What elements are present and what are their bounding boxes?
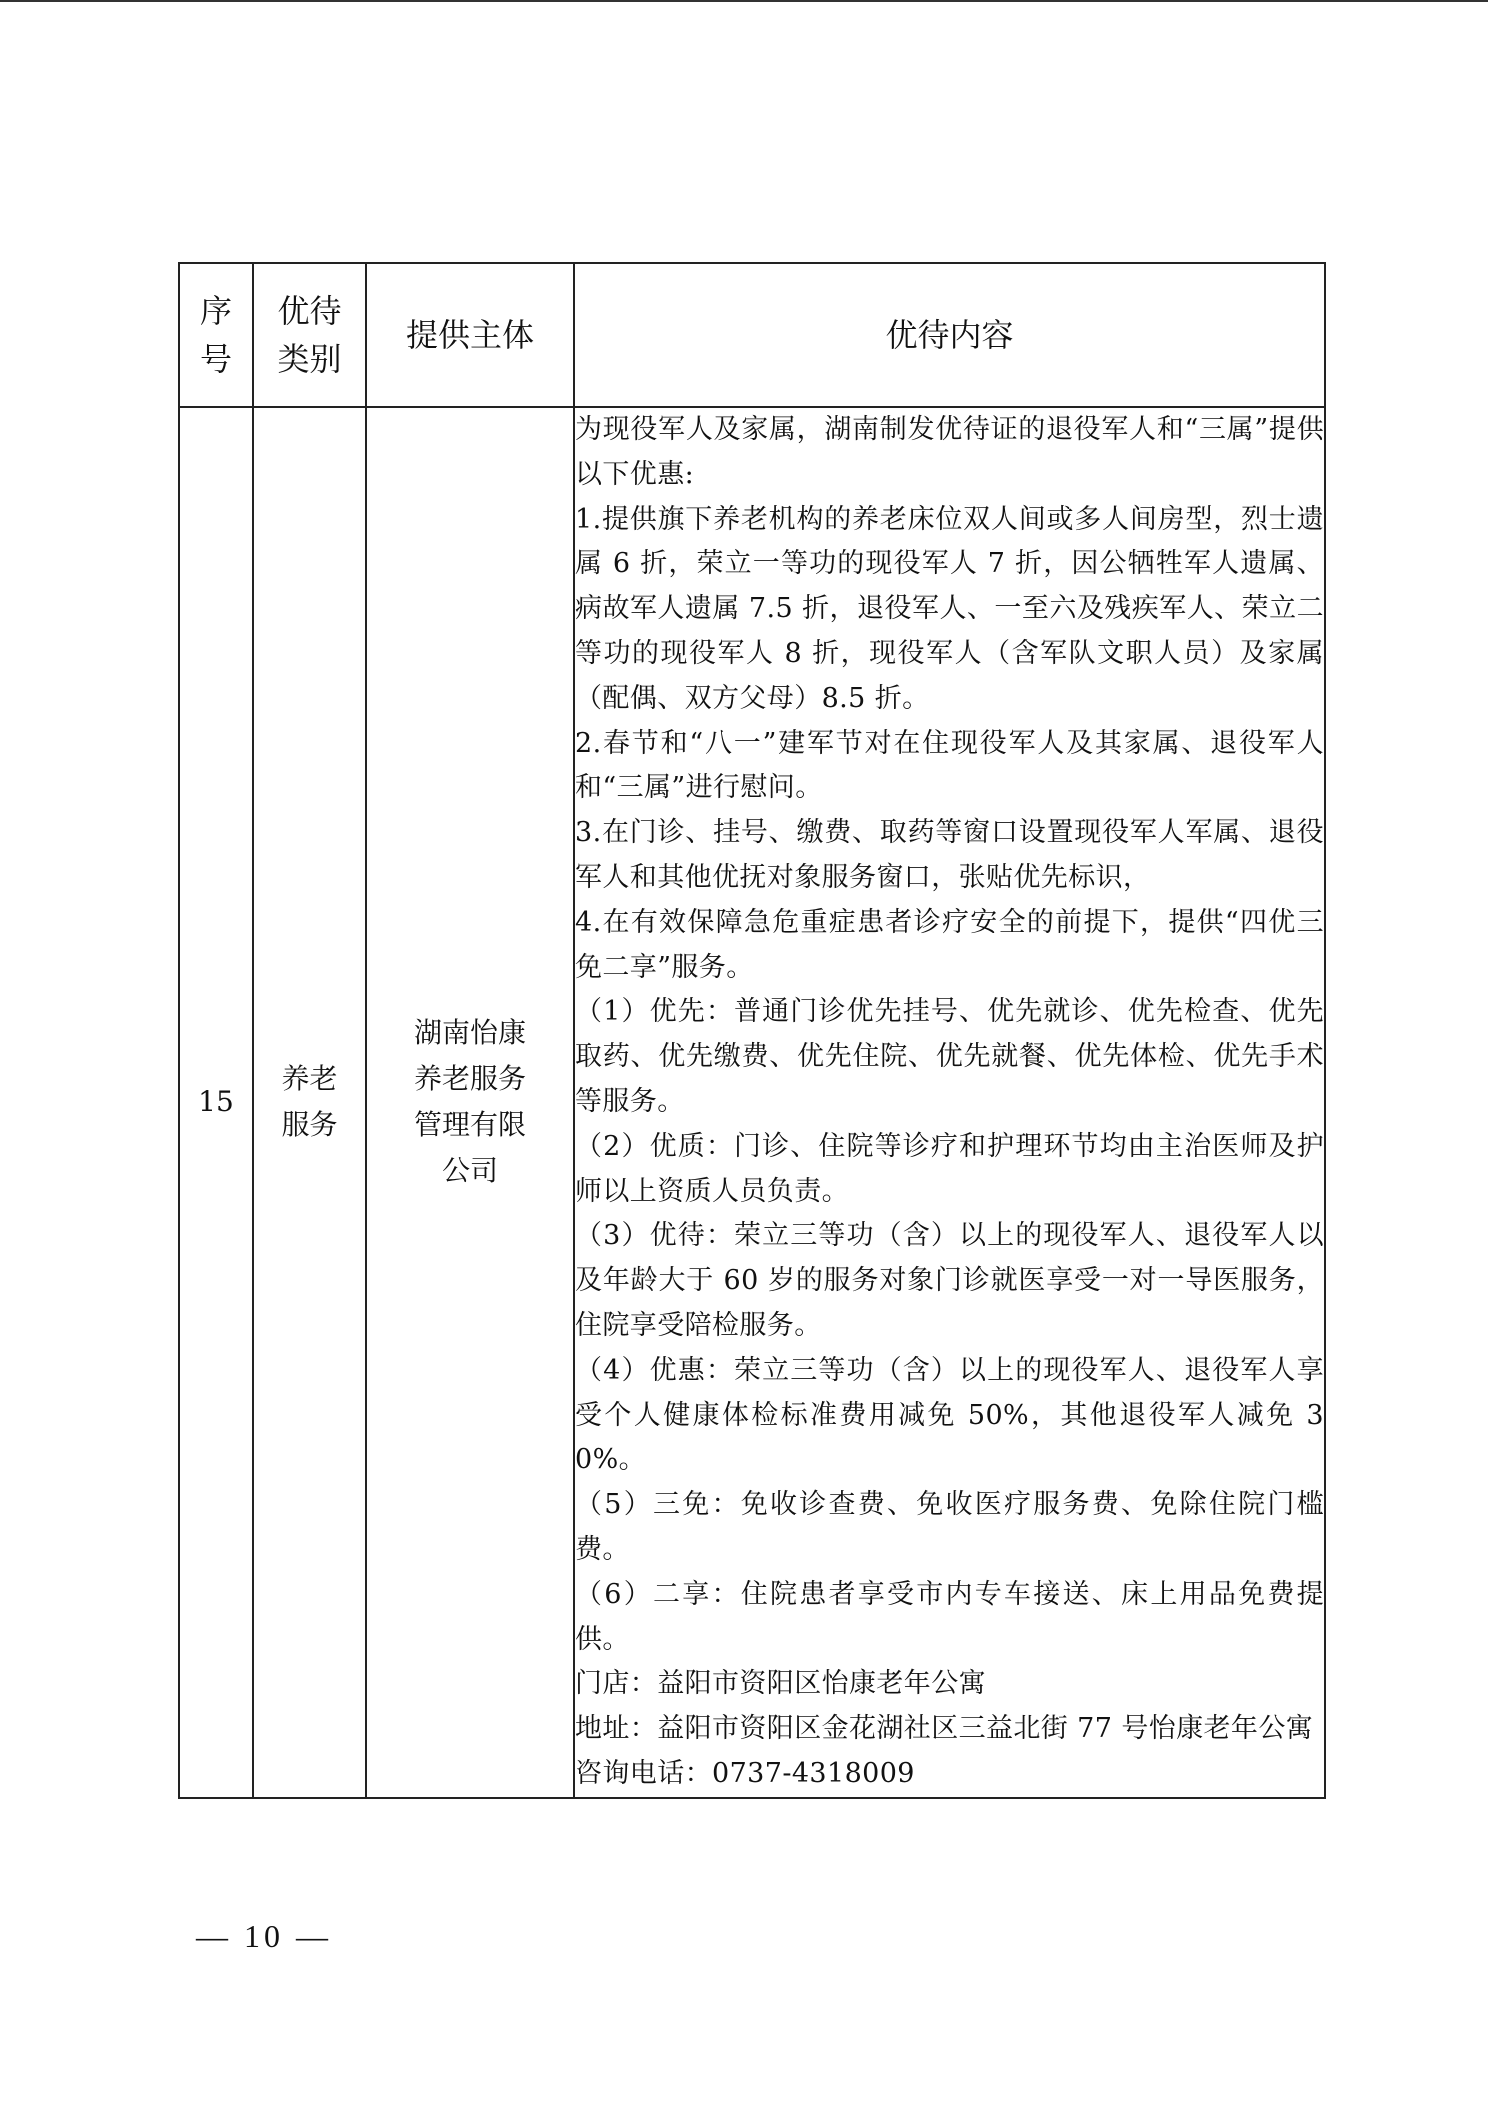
row-category-text: 养老服务 bbox=[281, 1062, 338, 1142]
content-subitem-4: （4）优惠：荣立三等功（含）以上的现役军人、退役军人享受个人健康体检标准费用减免 50%，其他退役军人减免 30%。 bbox=[575, 1354, 1324, 1476]
header-content-label: 优待内容 bbox=[885, 316, 1014, 354]
header-category-label: 优待类别 bbox=[277, 292, 342, 378]
header-provider-label: 提供主体 bbox=[405, 316, 534, 354]
content-item-3: 3.在门诊、挂号、缴费、取药等窗口设置现役军人军属、退役军人和其他优抚对象服务窗口，张贴优先标识， bbox=[575, 817, 1324, 893]
row-seq-cell bbox=[179, 407, 253, 1798]
table-row bbox=[179, 407, 1325, 1798]
content-item-4: 4.在有效保障急危重症患者诊疗安全的前提下，提供“四优三免二享”服务。 bbox=[575, 906, 1324, 983]
content-item-1: 1.提供旗下养老机构的养老床位双人间或多人间房型，烈士遗属 6 折，荣立一等功的现役军人 7 折，因公牺牲军人遗属、病故军人遗属 7.5 折，退役军人、一至六及残疾军人、荣立二等功的现役军人 8 折，现役军人（含军队文职人员）及家属（配偶、双方父母）8.5 折。 bbox=[575, 503, 1324, 714]
header-provider bbox=[366, 263, 574, 407]
content-subitem-1: （1）优先：普通门诊优先挂号、优先就诊、优先检查、优先取药、优先缴费、优先住院、优先就餐、优先体检、优先手术等服务。 bbox=[575, 996, 1324, 1117]
row-provider-cell bbox=[366, 407, 574, 1798]
header-seq bbox=[179, 263, 253, 407]
header-category bbox=[253, 263, 366, 407]
header-seq-label: 序号 bbox=[199, 292, 232, 378]
content-address: 地址：益阳市资阳区金花湖社区三益北街 77 号怡康老年公寓 bbox=[575, 1713, 1314, 1745]
page-top-border bbox=[0, 0, 1488, 2]
content-subitem-5: （5）三免：免收诊查费、免收医疗服务费、免除住院门槛费。 bbox=[575, 1489, 1324, 1565]
content-subitem-6: （6）二享：住院患者享受市内专车接送、床上用品免费提供。 bbox=[575, 1578, 1324, 1655]
content-store: 门店：益阳市资阳区怡康老年公寓 bbox=[575, 1668, 986, 1700]
page-number: — 10 — bbox=[196, 1918, 332, 1954]
row-seq-number: 15 bbox=[198, 1085, 234, 1119]
table-header-row bbox=[179, 263, 1325, 407]
benefit-table bbox=[178, 262, 1326, 1799]
row-content-cell bbox=[574, 407, 1325, 1798]
header-content bbox=[574, 263, 1325, 407]
content-subitem-3: （3）优待：荣立三等功（含）以上的现役军人、退役军人以及年龄大于 60 岁的服务对象门诊就医享受一对一导医服务，住院享受陪检服务。 bbox=[575, 1220, 1324, 1341]
content-item-2: 2.春节和“八一”建军节对在住现役军人及其家属、退役军人和“三属”进行慰问。 bbox=[575, 727, 1324, 804]
content-intro: 为现役军人及家属，湖南制发优待证的退役军人和“三属”提供以下优惠: bbox=[575, 414, 1324, 490]
row-provider-text: 湖南怡康养老服务管理有限公司 bbox=[413, 1016, 526, 1188]
content-subitem-2: （2）优质：门诊、住院等诊疗和护理环节均由主治医师及护师以上资质人员负责。 bbox=[575, 1130, 1324, 1207]
row-category-cell bbox=[253, 407, 366, 1798]
content-phone: 咨询电话：0737-4318009 bbox=[575, 1757, 915, 1789]
